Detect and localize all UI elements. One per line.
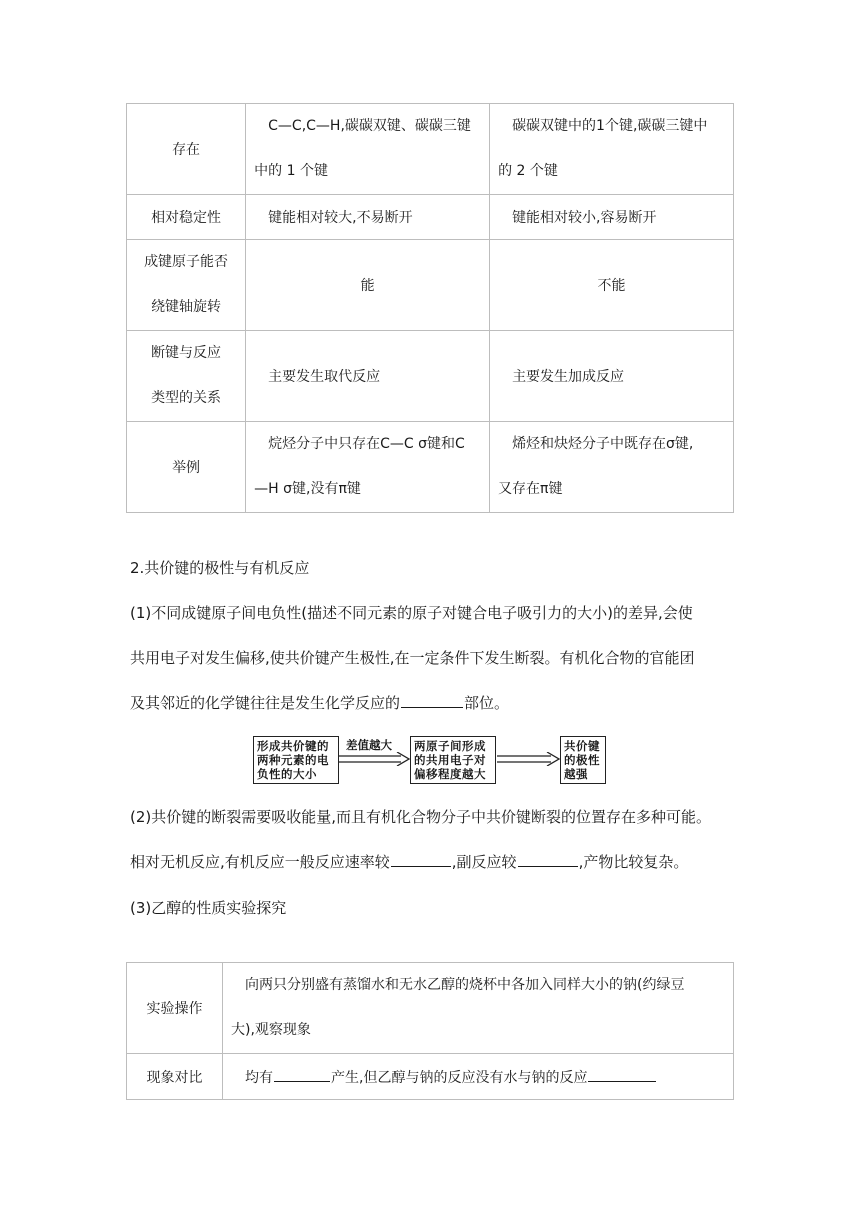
text-span: 及其邻近的化学键往往是发生化学反应的 xyxy=(130,694,401,712)
cell-text: 中的 1 个键 xyxy=(254,163,328,179)
table-cell xyxy=(246,104,490,195)
text-span: ,副反应较 xyxy=(451,853,517,871)
table-cell xyxy=(490,422,734,513)
fill-blank xyxy=(518,865,578,867)
table-row xyxy=(127,963,734,1054)
section-heading: 2.共价键的极性与有机反应 xyxy=(130,559,310,577)
paragraph-line: (1)不同成键原子间电负性(描述不同元素的原子对键合电子吸引力的大小)的差异,会使 xyxy=(130,604,693,622)
table-cell xyxy=(223,1054,734,1100)
paragraph-line xyxy=(130,840,688,885)
row-label: 现象对比 xyxy=(127,1054,223,1100)
table-row xyxy=(127,195,734,240)
cell-text: —H σ键,没有π键 xyxy=(254,481,361,497)
table-cell: 能 xyxy=(246,240,490,331)
table-row xyxy=(127,240,734,331)
row-label: 实验操作 xyxy=(127,963,223,1054)
row-label xyxy=(127,331,246,422)
paragraph-line: (3)乙醇的性质实验探究 xyxy=(130,899,287,917)
flow-box-polarity: 共价键的极性越强 xyxy=(560,736,606,784)
flow-arrow-icon xyxy=(339,752,411,766)
table-row xyxy=(127,422,734,513)
cell-text: 烷烃分子中只存在C—C σ键和C xyxy=(268,436,465,452)
cell-text: 的 2 个键 xyxy=(498,163,558,179)
label-text: 断键与反应 xyxy=(151,345,222,361)
text-span: 产生,但乙醇与钠的反应没有水与钠的反应 xyxy=(331,1069,588,1086)
label-text: 绕键轴旋转 xyxy=(151,299,222,315)
fill-blank xyxy=(274,1080,330,1082)
table-cell: 不能 xyxy=(490,240,734,331)
table-cell: 主要发生取代反应 xyxy=(246,331,490,422)
paragraph-line: (2)共价键的断裂需要吸收能量,而且有机化合物分子中共价键断裂的位置存在多种可能。 xyxy=(130,808,712,826)
label-text: 成键原子能否 xyxy=(144,254,229,270)
table-cell xyxy=(246,422,490,513)
flow-box-electronegativity: 形成共价键的两种元素的电负性的大小 xyxy=(253,736,339,784)
text-span: 均有 xyxy=(245,1069,273,1086)
ethanol-experiment-table xyxy=(126,962,734,1100)
cell-text: 又存在π键 xyxy=(498,481,563,497)
table-row xyxy=(127,1054,734,1100)
fill-blank xyxy=(588,1080,656,1082)
row-label xyxy=(127,240,246,331)
table-cell xyxy=(223,963,734,1054)
cell-text: 烯烃和炔烃分子中既存在σ键, xyxy=(512,436,694,452)
table-cell: 主要发生加成反应 xyxy=(490,331,734,422)
row-label: 举例 xyxy=(127,422,246,513)
paragraph-line xyxy=(130,681,509,726)
bond-comparison-table xyxy=(126,103,734,513)
text-span: 相对无机反应,有机反应一般反应速率较 xyxy=(130,853,390,871)
cell-text: 大),观察现象 xyxy=(231,1022,311,1038)
row-label: 相对稳定性 xyxy=(127,195,246,240)
cell-text: C—C,C—H,碳碳双键、碳碳三键 xyxy=(268,118,471,134)
text-span: ,产物比较复杂。 xyxy=(578,853,689,871)
cell-text: 碳碳双键中的1个键,碳碳三键中 xyxy=(512,118,708,134)
flow-arrow-label: 差值越大 xyxy=(346,738,392,752)
label-text: 类型的关系 xyxy=(151,390,222,406)
cell-text: 向两只分别盛有蒸馏水和无水乙醇的烧杯中各加入同样大小的钠(约绿豆 xyxy=(245,977,685,993)
row-label: 存在 xyxy=(127,104,246,195)
paragraph-line: 共用电子对发生偏移,使共价键产生极性,在一定条件下发生断裂。有机化合物的官能团 xyxy=(130,649,695,667)
table-cell xyxy=(490,104,734,195)
flow-arrow-icon xyxy=(497,752,561,766)
text-span: 部位。 xyxy=(464,694,510,712)
table-row xyxy=(127,331,734,422)
table-row xyxy=(127,104,734,195)
fill-blank xyxy=(391,865,451,867)
table-cell: 键能相对较大,不易断开 xyxy=(246,195,490,240)
table-cell: 键能相对较小,容易断开 xyxy=(490,195,734,240)
fill-blank xyxy=(401,706,463,708)
flow-box-electron-shift: 两原子间形成的共用电子对偏移程度越大 xyxy=(410,736,496,784)
